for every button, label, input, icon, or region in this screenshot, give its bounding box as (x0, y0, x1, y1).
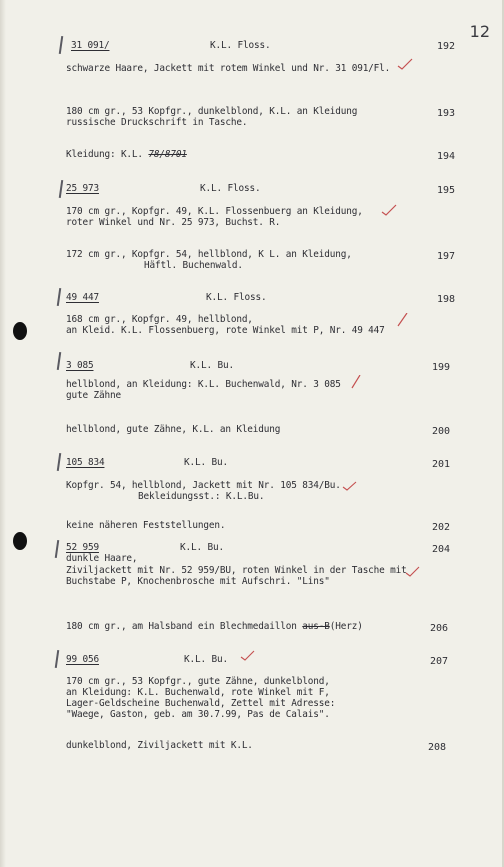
entry-text-part: Kleidung: K.L. (66, 149, 149, 160)
entry-camp: K.L. Bu. (190, 360, 234, 371)
entry-number: 208 (428, 742, 447, 753)
entry-camp: K.L. Floss. (206, 292, 267, 303)
margin-mark (57, 352, 61, 370)
margin-mark (57, 288, 61, 306)
entry-number: 202 (432, 522, 451, 533)
entry-number: 194 (437, 151, 456, 162)
entry-text: an Kleid. K.L. Flossenbuerg, rote Winkel mit P, Nr. 49 447 (66, 325, 385, 336)
entry-text: an Kleidung: K.L. Buchenwald, rote Winkel mit F, (66, 687, 330, 698)
entry-number: 199 (432, 362, 451, 373)
entry-text: gute Zähne (66, 390, 121, 401)
entry-text: Häftl. Buchenwald. (144, 260, 243, 271)
entry-text: hellblond, an Kleidung: K.L. Buchenwald, Nr. 3 085 (66, 379, 341, 390)
entry-number: 207 (430, 656, 449, 667)
entry-number: 192 (437, 41, 456, 52)
punch-hole-top (13, 322, 27, 340)
entry-text: Buchstabe P, Knochenbrosche mit Aufschri. "Lins" (66, 576, 330, 587)
check-mark-icon (381, 202, 397, 216)
check-mark-icon (342, 478, 358, 492)
margin-mark (55, 540, 59, 558)
page-number: 12 (469, 22, 490, 41)
entry-title: 99 056 (66, 654, 99, 665)
entry-text: 172 cm gr., Kopfgr. 54, hellblond, K L. an Kleidung, (66, 249, 352, 260)
check-mark-icon (405, 564, 421, 578)
struck-text: 78/8701 (148, 149, 187, 160)
entry-title: 49 447 (66, 292, 99, 303)
check-mark-icon (392, 312, 408, 326)
entry-camp: K.L. Bu. (184, 654, 228, 665)
entry-text: "Waege, Gaston, geb. am 30.7.99, Pas de Calais". (66, 709, 330, 720)
margin-mark (59, 180, 63, 198)
check-mark-icon (397, 56, 413, 70)
margin-mark (55, 650, 59, 668)
entry-text: dunkelblond, Ziviljackett mit K.L. (66, 740, 253, 751)
entry-text: dunkle Haare, (66, 553, 138, 564)
entry-title: 105 834 (66, 457, 105, 468)
entry-text-part: (Herz) (329, 621, 363, 632)
entry-camp: K.L. Bu. (184, 457, 228, 468)
entry-number: 200 (432, 426, 451, 437)
entry-text: 170 cm gr., Kopfgr. 49, K.L. Flossenbuerg an Kleidung, (66, 206, 363, 217)
margin-mark (59, 36, 63, 54)
entry-number: 201 (432, 459, 451, 470)
entry-camp: K.L. Bu. (180, 542, 224, 553)
entry-text: 170 cm gr., 53 Kopfgr., gute Zähne, dunkelblond, (66, 676, 330, 687)
entry-text: russische Druckschrift in Tasche. (66, 117, 248, 128)
entry-text: Kopfgr. 54, hellblond, Jackett mit Nr. 105 834/Bu. (66, 480, 341, 491)
entry-text-part: 180 cm gr., am Halsband ein Blechmedaillon (66, 621, 303, 632)
entry-title: 52 959 (66, 542, 99, 553)
entry-text: hellblond, gute Zähne, K.L. an Kleidung (66, 424, 281, 435)
entry-text: Ziviljackett mit Nr. 52 959/BU, roten Winkel in der Tasche mit (66, 565, 407, 576)
entry-text (66, 149, 187, 160)
entry-text: Lager-Geldscheine Buchenwald, Zettel mit Adresse: (66, 698, 336, 709)
entry-number: 193 (437, 108, 456, 119)
entry-camp: K.L. Floss. (210, 40, 271, 51)
entry-number: 195 (437, 185, 456, 196)
struck-text: aus-B (302, 621, 330, 632)
entry-number: 206 (430, 623, 449, 634)
margin-mark (57, 453, 61, 471)
entry-text: keine näheren Feststellungen. (66, 520, 226, 531)
entry-text: roter Winkel und Nr. 25 973, Buchst. R. (66, 217, 281, 228)
check-mark-icon (240, 648, 256, 662)
check-mark-icon (348, 374, 364, 388)
entry-text: schwarze Haare, Jackett mit rotem Winkel und Nr. 31 091/Fl. (66, 63, 391, 74)
page-edge-shadow (0, 0, 6, 867)
punch-hole-bottom (13, 532, 27, 550)
entry-text: Bekleidungsst.: K.L.Bu. (138, 491, 265, 502)
entry-text: 180 cm gr., 53 Kopfgr., dunkelblond, K.L. an Kleidung (66, 106, 358, 117)
entry-camp: K.L. Floss. (200, 183, 261, 194)
entry-number: 198 (437, 294, 456, 305)
entry-title: 25 973 (66, 183, 99, 194)
entry-number: 197 (437, 251, 456, 262)
entry-number: 204 (432, 544, 451, 555)
entry-title: 3 085 (66, 360, 94, 371)
entry-title: 31 091/ (71, 40, 110, 51)
entry-text: 168 cm gr., Kopfgr. 49, hellblond, (66, 314, 253, 325)
entry-text (66, 621, 363, 632)
